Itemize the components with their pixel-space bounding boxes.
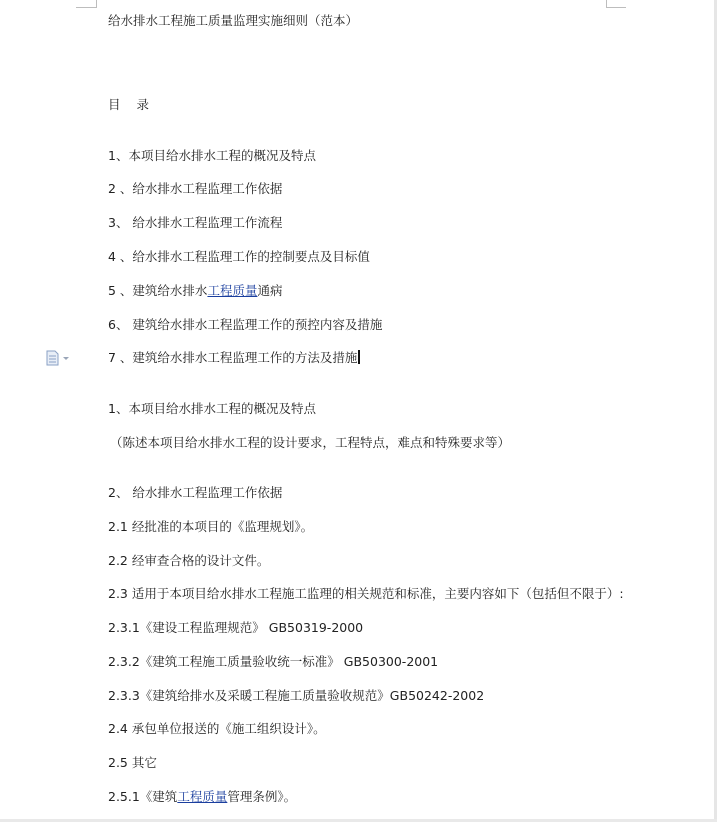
section-heading: 2、 给水排水工程监理工作依据 <box>108 485 283 500</box>
toc-item-text: 5 、建筑给水排水 <box>108 283 208 298</box>
toc-item-text: 7 、建筑给水排水工程监理工作的方法及措施 <box>108 350 358 365</box>
paragraph: 2.5 其它 <box>108 755 157 770</box>
section-heading: 1、本项目给水排水工程的概况及特点 <box>108 401 316 416</box>
crop-mark <box>606 7 626 8</box>
paragraph: 2.3 适用于本项目给水排水工程施工监理的相关规范和标准，主要内容如下（包括但不限于）: <box>108 586 624 601</box>
paragraph-text: 2.5.1《建筑 <box>108 789 178 804</box>
toc-item[interactable]: 1、本项目给水排水工程的概况及特点 <box>108 148 316 163</box>
toc-item[interactable] <box>108 283 282 299</box>
paragraph: 2.4 承包单位报送的《施工组织设计》。 <box>108 721 326 736</box>
toc-item[interactable]: 3、 给水排水工程监理工作流程 <box>108 215 283 230</box>
toc-heading <box>108 97 149 113</box>
paragraph <box>108 789 296 805</box>
paragraph: 2.1 经批准的本项目的《监理规划》。 <box>108 519 314 534</box>
toc-item-text: 通病 <box>257 283 283 298</box>
crop-mark <box>76 7 96 8</box>
paragraph-text: 管理条例》。 <box>227 789 297 804</box>
paragraph: 2.2 经审查合格的设计文件。 <box>108 553 270 568</box>
crop-mark <box>606 0 607 8</box>
toc-item[interactable]: 4 、给水排水工程监理工作的控制要点及目标值 <box>108 249 370 264</box>
toc-item[interactable] <box>108 350 360 366</box>
paragraph: 2.3.2《建筑工程施工质量验收统一标准》 GB50300-2001 <box>108 654 439 669</box>
crop-mark <box>96 0 97 8</box>
document-title: 给水排水工程施工质量监理实施细则（范本） <box>108 13 359 28</box>
text-cursor <box>358 350 360 364</box>
toc-item[interactable]: 6、 建筑给水排水工程监理工作的预控内容及措施 <box>108 317 383 332</box>
toc-heading-char: 目 <box>108 97 121 112</box>
paragraph: （陈述本项目给水排水工程的设计要求，工程特点，难点和特殊要求等） <box>110 435 511 450</box>
document-options-icon[interactable] <box>46 350 72 366</box>
toc-heading-char: 录 <box>136 97 150 112</box>
hyperlink[interactable]: 工程质量 <box>177 789 228 804</box>
paragraph: 2.3.3《建筑给排水及采暖工程施工质量验收规范》GB50242-2002 <box>108 688 485 703</box>
paragraph: 2.3.1《建设工程监理规范》 GB50319-2000 <box>108 620 364 635</box>
hyperlink[interactable]: 工程质量 <box>207 283 258 298</box>
toc-item[interactable]: 2 、给水排水工程监理工作依据 <box>108 181 283 196</box>
